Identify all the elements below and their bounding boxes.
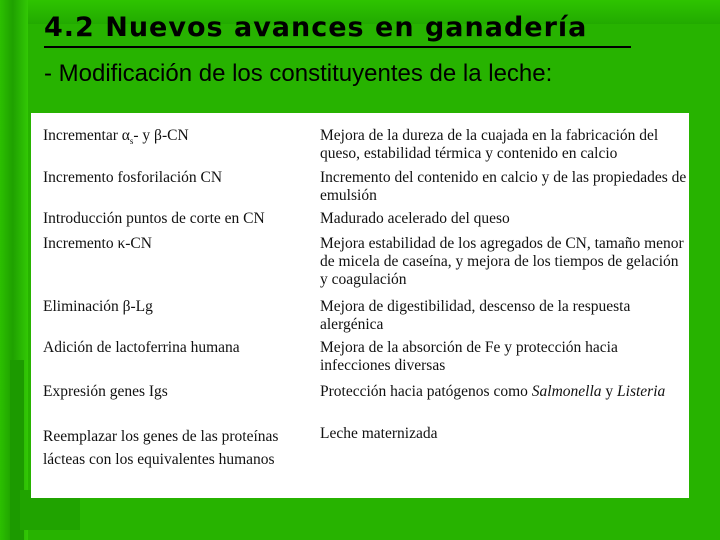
cell-subscript: s	[129, 136, 134, 147]
constituents-table	[31, 113, 689, 498]
table-cell-effect: Mejora estabilidad de los agregados de CN, tamaño menor de micela de caseína, y mejora de los tiempos de gelación y coagulación	[320, 235, 684, 288]
table-cell-effect: Incremento del contenido en calcio y de las propiedades de emulsión	[320, 169, 687, 204]
table-cell-effect: Leche maternizada	[320, 425, 438, 442]
table-cell-effect: Mejora de digestibilidad, descenso de la respuesta alergénica	[320, 298, 631, 333]
table-cell-effect: Mejora de la dureza de la cuajada en la fabricación del queso, estabilidad térmica y contenido en calcio	[320, 127, 659, 162]
slide-title: 4.2 Nuevos avances en ganadería	[44, 12, 588, 43]
cell-text: - y β-CN	[133, 127, 189, 144]
table-cell-effect	[320, 383, 690, 401]
table-cell-modification: Reemplazar los genes de las proteínas lácteas con los equivalentes humanos	[43, 428, 279, 468]
cell-text: Protección hacia patógenos como	[320, 383, 532, 400]
table-cell-modification: Adición de lactoferrina humana	[43, 339, 240, 356]
table-cell-modification	[43, 127, 313, 150]
table-cell-effect: Madurado acelerado del queso	[320, 210, 510, 227]
cell-text: y	[601, 383, 618, 400]
title-underline	[44, 46, 631, 48]
table-cell-modification: Expresión genes Igs	[43, 383, 168, 400]
slide-subtitle: - Modificación de los constituyentes de la leche:	[44, 60, 553, 87]
table-cell-modification: Incremento κ-CN	[43, 235, 152, 252]
table-cell-effect: Mejora de la absorción de Fe y protección hacia infecciones diversas	[320, 339, 618, 374]
cell-text: Incrementar α	[43, 127, 130, 144]
table-cell-modification: Eliminación β-Lg	[43, 298, 153, 315]
table-cell-modification: Introducción puntos de corte en CN	[43, 210, 265, 227]
table-cell-modification: Incremento fosforilación CN	[43, 169, 223, 186]
cell-italic-text: Salmonella	[531, 383, 602, 400]
cell-italic-text: Listeria	[617, 383, 666, 400]
